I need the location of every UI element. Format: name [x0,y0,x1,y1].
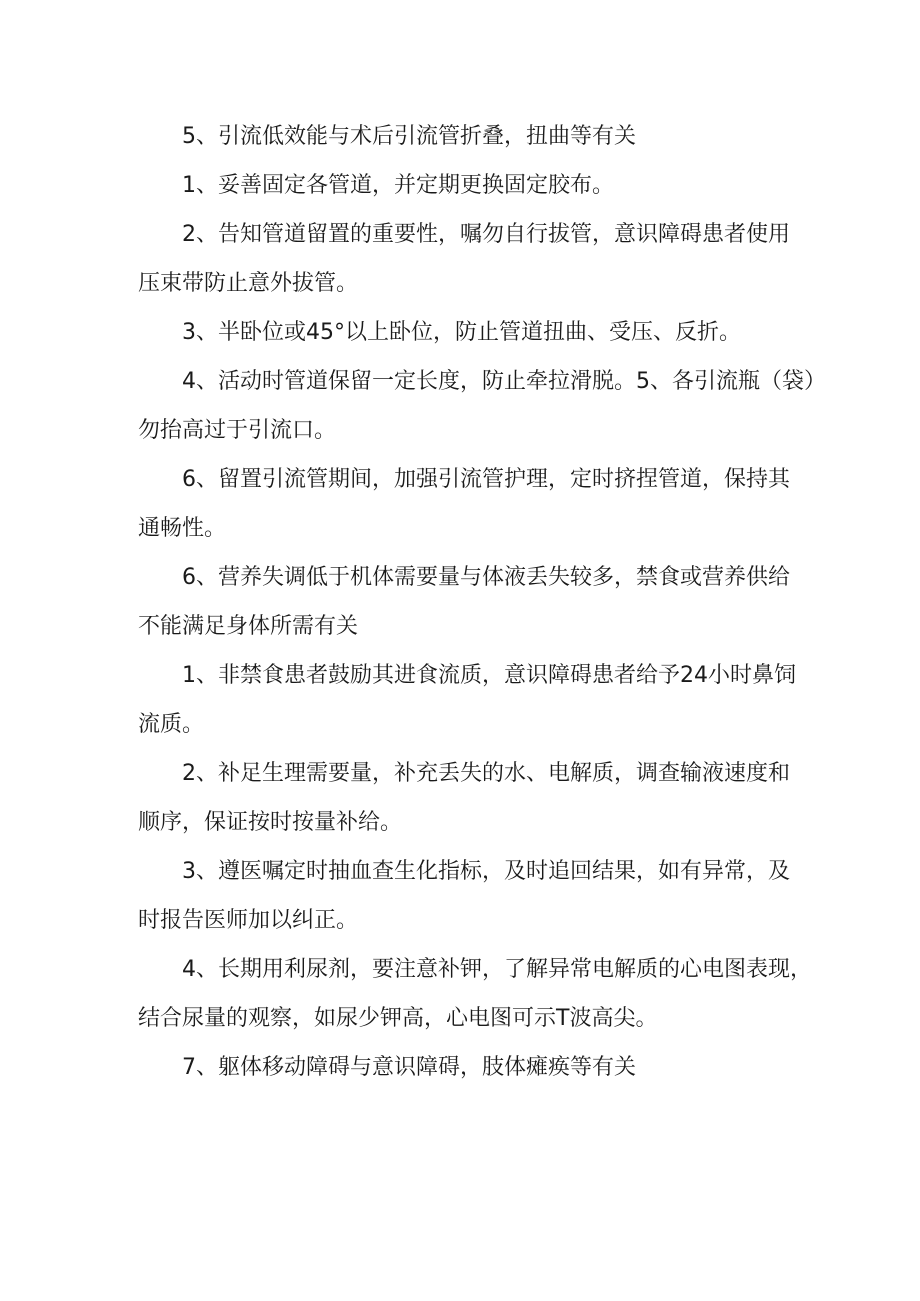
text-line: 3、半卧位或45°以上卧位，防止管道扭曲、受压、反折。 [182,320,741,345]
text-line: 5、引流低效能与术后引流管折叠，扭曲等有关 [182,124,636,149]
text-line: 顺序，保证按时按量补给。 [138,810,403,835]
paragraph-4 [138,308,782,357]
text-line: 2、告知管道留置的重要性，嘱勿自行拔管，意识障碍患者使用 [182,222,790,247]
text-line: 通畅性。 [138,516,227,541]
text-line: 2、补足生理需要量，补充丢失的水、电解质，调查输液速度和 [182,761,790,786]
text-line: 6、营养失调低于机体需要量与体液丢失较多，禁食或营养供给 [182,565,790,590]
text-line: 流质。 [138,712,205,737]
paragraph-6 [138,455,790,553]
text-line: 结合尿量的观察，如尿少钾高，心电图可示T波高尖。 [138,1006,658,1031]
text-line: 时报告医师加以纠正。 [138,908,359,933]
paragraph-7 [138,553,790,651]
paragraph-10 [138,847,790,945]
document-body [138,112,826,1092]
text-line: 不能满足身体所需有关 [138,614,359,639]
text-line: 4、活动时管道保留一定长度，防止牵拉滑脱。5、各引流瓶（袋） [182,369,826,394]
text-line: 7、躯体移动障碍与意识障碍，肢体瘫痪等有关 [182,1055,636,1080]
paragraph-1 [138,112,782,161]
text-line: 3、遵医嘱定时抽血查生化指标，及时追回结果，如有异常，及 [182,859,790,884]
paragraph-2 [138,161,782,210]
text-line: 6、留置引流管期间，加强引流管护理，定时挤捏管道，保持其 [182,467,790,492]
paragraph-5 [138,357,826,455]
paragraph-12 [138,1043,782,1092]
paragraph-11 [138,945,812,1043]
text-line: 压束带防止意外拔管。 [138,271,359,296]
paragraph-8 [138,651,796,749]
text-line: 1、妥善固定各管道，并定期更换固定胶布。 [182,173,614,198]
paragraph-3 [138,210,790,308]
paragraph-9 [138,749,790,847]
text-line: 4、长期用利尿剂，要注意补钾，了解异常电解质的心电图表现， [182,957,812,982]
text-line: 勿抬高过于引流口。 [138,418,337,443]
text-line: 1、非禁食患者鼓励其进食流质，意识障碍患者给予24小时鼻饲 [182,663,796,688]
